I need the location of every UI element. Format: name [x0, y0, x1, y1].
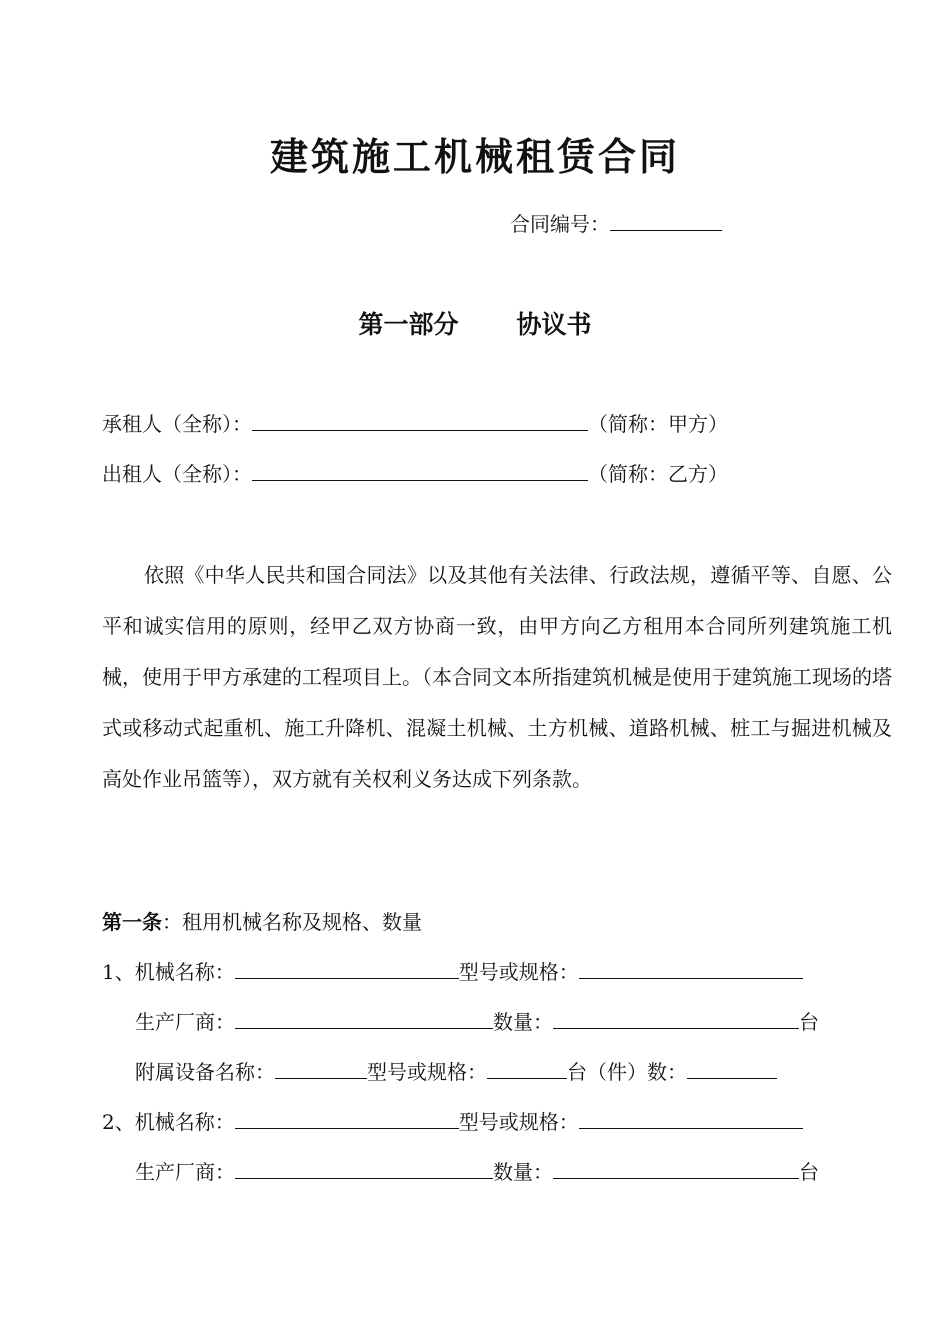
document-title: 建筑施工机械租赁合同 — [269, 135, 680, 179]
attached-qty-blank[interactable] — [687, 1060, 777, 1079]
part-heading — [0, 305, 950, 341]
lessor-blank[interactable] — [252, 462, 588, 481]
part-heading-number: 第一部分 — [358, 310, 459, 339]
item2-unit: 台 — [799, 1160, 819, 1184]
contract-number-label: 合同编号： — [510, 212, 610, 236]
attached-model-label: 型号或规格： — [367, 1060, 487, 1084]
attached-qty-label: 台（件）数： — [567, 1060, 687, 1084]
attached-model-blank[interactable] — [487, 1060, 567, 1079]
article1-colon: ： — [162, 910, 182, 934]
item1-name-label: 1、机械名称： — [102, 960, 235, 984]
lessor-line — [102, 458, 728, 487]
item1-name-line — [102, 956, 803, 985]
item2-model-blank[interactable] — [579, 1110, 803, 1129]
article1-heading — [102, 906, 422, 935]
attached-name-label: 附属设备名称： — [135, 1060, 275, 1084]
item1-model-blank[interactable] — [579, 960, 803, 979]
item2-quantity-label: 数量： — [493, 1160, 553, 1184]
lessee-suffix: （简称：甲方） — [588, 412, 728, 436]
lessee-label: 承租人（全称）： — [102, 412, 252, 436]
item1-name-blank[interactable] — [235, 960, 459, 979]
lessor-label: 出租人（全称）： — [102, 462, 252, 486]
part-heading-name: 协议书 — [516, 310, 592, 339]
preamble-paragraph: 依照《中华人民共和国合同法》以及其他有关法律、行政法规，遵循平等、自愿、公平和诚实信用的原则，经甲乙双方协商一致，由甲方向乙方租用本合同所列建筑施工机械，使用于甲方承建的工程项目上。（本合同文本所指建筑机械是使用于建筑施工现场的塔式或移动式起重机、施工升降机、混凝土机械、土方机械、道路机械、桩工与掘进机械及高处作业吊篮等），双方就有关权利义务达成下列条款。 — [102, 563, 892, 791]
article1-label: 第一条 — [102, 910, 162, 934]
lessee-blank[interactable] — [252, 412, 588, 431]
item1-manufacturer-line — [135, 1006, 819, 1035]
article1-title: 租用机械名称及规格、数量 — [182, 910, 422, 934]
item1-quantity-blank[interactable] — [553, 1010, 799, 1029]
item2-manufacturer-label: 生产厂商： — [135, 1160, 235, 1184]
item2-model-label: 型号或规格： — [458, 1110, 579, 1134]
contract-number-line — [510, 208, 722, 237]
item1-quantity-label: 数量： — [493, 1010, 553, 1034]
lessee-line — [102, 408, 728, 437]
lessor-suffix: （简称：乙方） — [588, 462, 728, 486]
item2-name-label: 2、机械名称： — [102, 1110, 235, 1134]
contract-number-blank[interactable] — [610, 212, 722, 231]
item1-attached-line — [135, 1056, 777, 1085]
item1-manufacturer-label: 生产厂商： — [135, 1010, 235, 1034]
item2-name-line — [102, 1106, 803, 1135]
item2-manufacturer-line — [135, 1156, 819, 1185]
item2-name-blank[interactable] — [235, 1110, 459, 1129]
attached-name-blank[interactable] — [275, 1060, 367, 1079]
item1-model-label: 型号或规格： — [458, 960, 579, 984]
item1-manufacturer-blank[interactable] — [235, 1010, 493, 1029]
item1-unit: 台 — [799, 1010, 819, 1034]
item2-manufacturer-blank[interactable] — [235, 1160, 493, 1179]
item2-quantity-blank[interactable] — [553, 1160, 799, 1179]
